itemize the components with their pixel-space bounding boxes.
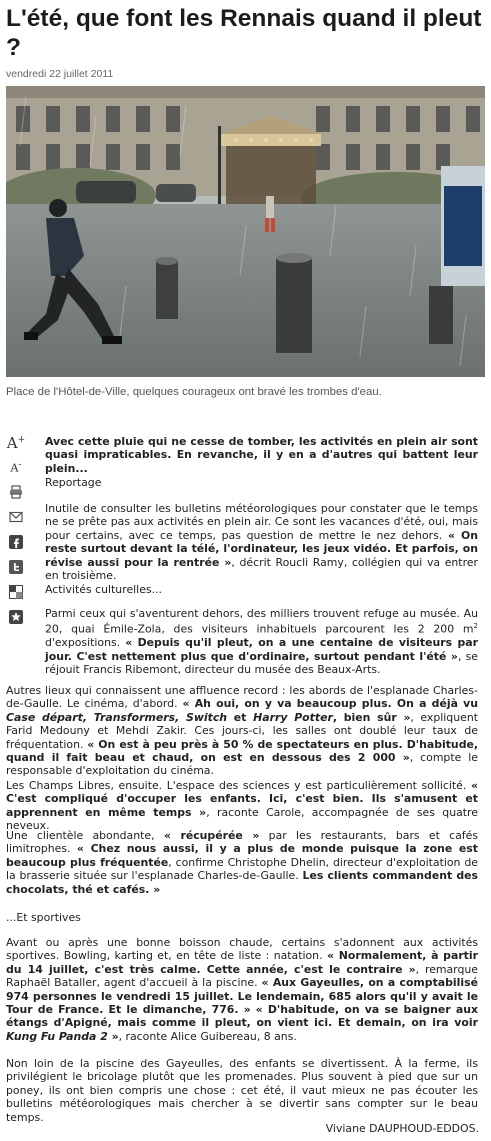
paragraph-museum: Parmi ceux qui s'aventurent dehors, des milliers trouvent refuge au musée. Au 20, quai Émile-Zola, des visiteurs inhabituels parcourent les 2 200 $m^2$ d'expositions. « Depuis qu'il pleut, on a une centaine de visiteurs par jour. C'est nettement plus que d'ordinaire, surtout pendant l'été », se réjouit Francis Ribemont, directeur du musée des Beaux-Arts. xyxy=(45,607,478,677)
paragraph-swimming: Avant ou après une bonne boisson chaude, certains s'adonnent aux activités sportives. Bowling, karting et, en tête de liste : natation. « Normalement, à partir du 14 juillet, c'est très calme. Cette année, c'est le contraire », remarque Raphaël Bataller, agent d'accueil à la piscine. « Aux Gayeulles, on a comptabilisé 974 personnes le vendredi 15 juillet. Le lendemain, 685 alors qu'il y avait le Tour de France. Et le dimanche, 776. » « D'habitude, on va se baigner aux étangs d'Apigné, mais comme il pleut, on vient ici. Et demain, on ira voir Kung Fu Panda 2 », raconte Alice Guibereau, 8 ans. xyxy=(6,936,478,1043)
paragraph-farm: Non loin de la piscine des Gayeulles, des enfants se divertissent. À la ferme, ils privilégient le bricolage plutôt que les promenades. Plus souvent à pied que sur un poney, ils ont bien compris une chose : cet été, il vaut mieux ne pas écouter les bulletins météorologiques mais chercher à se divertir sans compter sur le beau temps. xyxy=(6,1057,478,1124)
article-photo xyxy=(6,86,485,377)
paragraph-intro: Inutile de consulter les bulletins météorologiques pour constater que le temps ne se prête pas aux activités en plein air. Ce sont les vacances d'été, oui, mais pour certains, avec ce temps, pas question de mettre le nez dehors. « On reste surtout devant la télé, l'ordinateur, les jeux vidéo. Et parfois, on révise aussi pour la rentrée », décrit Roucli Ramy, collégien qui va entrer en troisième. xyxy=(45,502,479,583)
article-date: vendredi 22 juillet 2011 xyxy=(6,68,114,80)
star-icon xyxy=(9,610,23,624)
favorite-button[interactable] xyxy=(6,608,26,626)
article-title: L'été, que font les Rennais quand il pleut ? xyxy=(6,5,482,61)
envelope-icon xyxy=(9,511,23,523)
subheading-sport: ...Et sportives xyxy=(6,911,81,924)
facebook-icon xyxy=(9,535,23,549)
print-button[interactable] xyxy=(6,483,26,501)
decrease-font-icon: A- xyxy=(10,459,22,475)
photo-caption: Place de l'Hôtel-de-Ville, quelques courageux ont bravé les trombes d'eau. xyxy=(6,386,382,398)
lead-paragraph: Avec cette pluie qui ne cesse de tomber, les activités en plein air sont quasi impraticables. En revanche, il y en a d'autres qui battent leur plein... xyxy=(45,435,478,475)
increase-font-button[interactable] xyxy=(6,434,26,452)
paragraph-restaurants: Une clientèle abondante, « récupérée » par les restaurants, bars et cafés limitrophes. « Chez nous aussi, il y a plus de monde puisque la zone est beaucoup plus fréquentée, confirme Christophe Dhelin, directeur d'exploitation de la brasserie située sur l'esplanade Charles-de-Gaulle. Les clients commandent des chocolats, thé et cafés. » xyxy=(6,829,478,896)
increase-font-icon: A+ xyxy=(6,433,26,452)
printer-icon xyxy=(9,485,23,499)
subheading-culture: Activités culturelles... xyxy=(45,583,162,596)
paragraph-cinema: Autres lieux qui connaissent une affluence record : les abords de l'esplanade Charles-de-Gaulle. Le cinéma, d'abord. « Ah oui, on y va beaucoup plus. On a déjà vu Case départ, Transformers, Switch et Harry Potter, bien sûr », expliquent Farid Medouny et Mehdi Zakir. Ces jours-ci, les salles ont doublé leur taux de fréquentation. « On est à peu près à 50 % de spectateurs en plus. D'habitude, quand il fait beau et chaud, on est en dessous des 2 000 », compte le responsable d'exploitation du cinéma. xyxy=(6,684,479,778)
section-label-reportage: Reportage xyxy=(45,476,102,489)
delicious-share-button[interactable] xyxy=(6,583,26,601)
facebook-share-button[interactable] xyxy=(6,533,26,551)
delicious-icon xyxy=(9,585,23,599)
twitter-share-button[interactable] xyxy=(6,558,26,576)
paragraph-champs-libres: Les Champs Libres, ensuite. L'espace des sciences y est particulièrement sollicité. « C'est compliqué d'occuper les enfants. Ici, c'est bien. Ils s'amusent et apprennent en même temps », raconte Carole, accompagnée de ses quatre neveux. xyxy=(6,779,478,833)
email-button[interactable] xyxy=(6,508,26,526)
author-signature: Viviane DAUPHOUD-EDDOS. xyxy=(325,1122,479,1135)
decrease-font-button[interactable] xyxy=(6,458,26,476)
twitter-icon xyxy=(9,560,23,574)
